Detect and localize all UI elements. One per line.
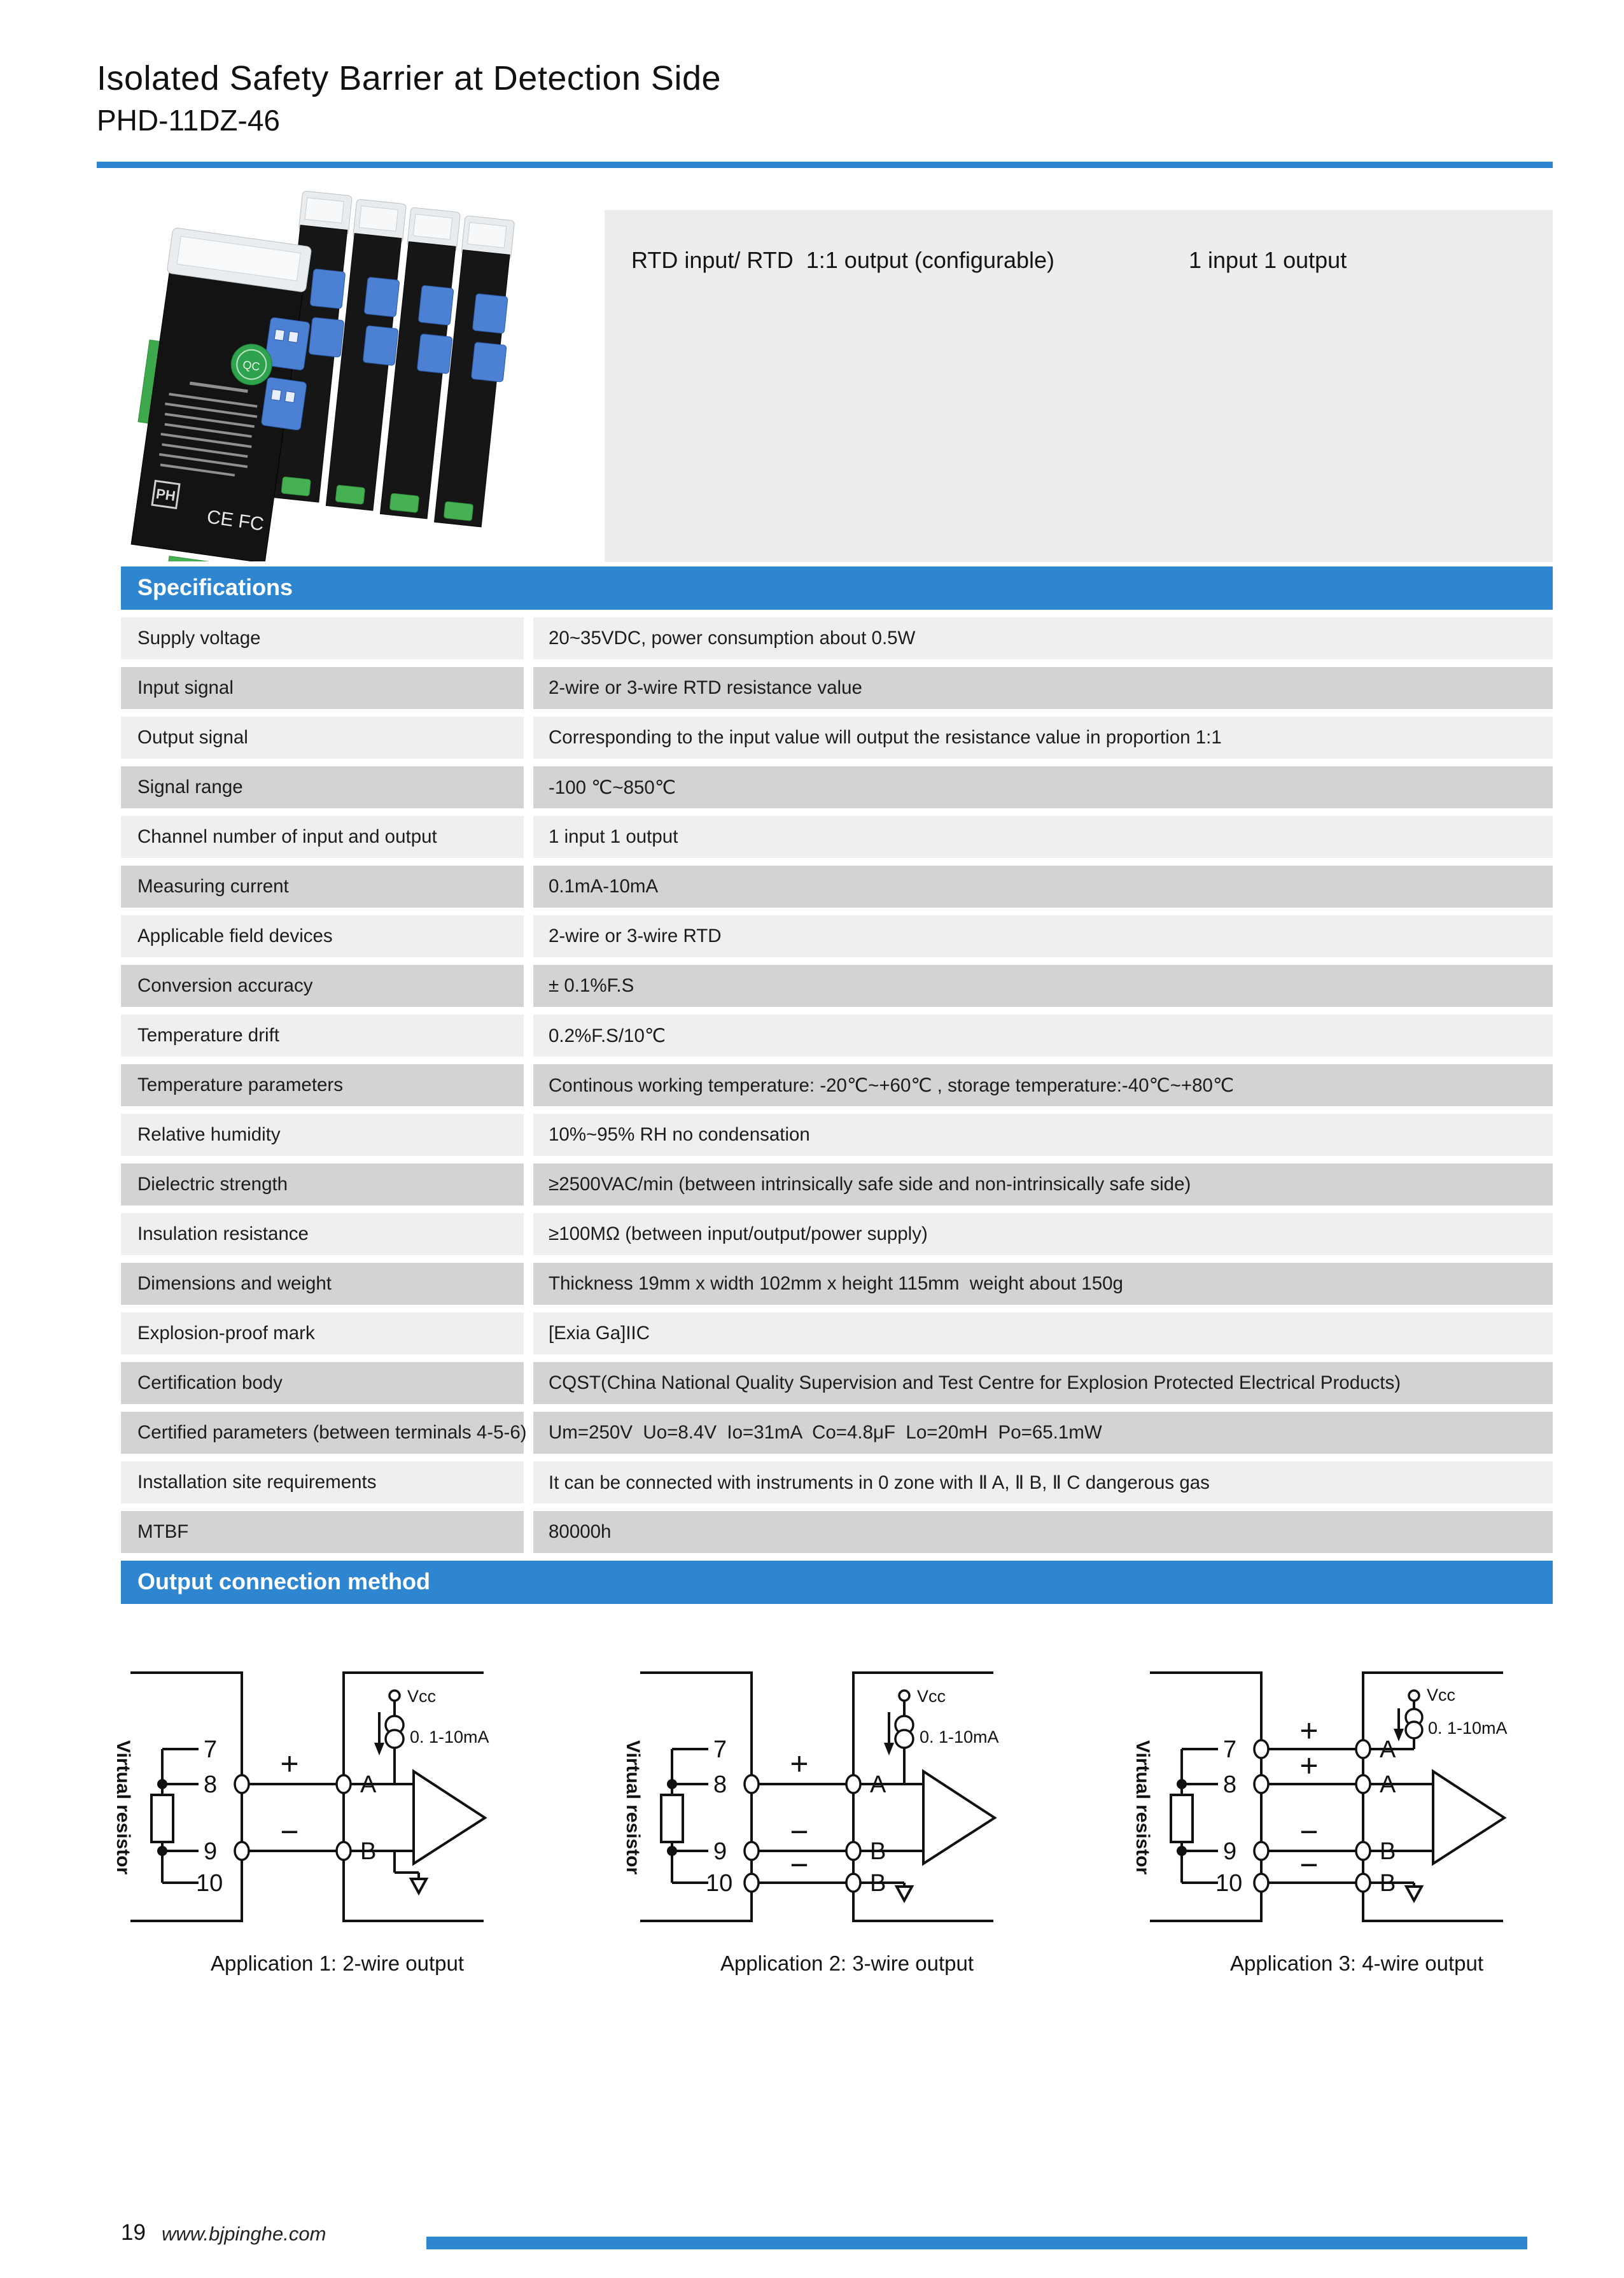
table-row bbox=[121, 717, 1553, 759]
spec-label: Temperature parameters bbox=[121, 1064, 524, 1106]
page-title: Isolated Safety Barrier at Detection Side bbox=[97, 59, 722, 97]
minus-sign: − bbox=[790, 1814, 809, 1850]
amplifier-icon bbox=[1433, 1771, 1504, 1864]
virtual-resistor-branch bbox=[151, 1749, 199, 1883]
table-row bbox=[121, 866, 1553, 908]
application-2-diagram bbox=[605, 1654, 1089, 1976]
terminal-circle bbox=[745, 1775, 759, 1793]
output-terminal-circle bbox=[846, 1842, 860, 1860]
table-row bbox=[121, 1064, 1553, 1106]
amplifier-icon bbox=[923, 1771, 995, 1864]
spec-label: Explosion-proof mark bbox=[121, 1312, 524, 1354]
application-3-diagram bbox=[1115, 1654, 1599, 1976]
table-row bbox=[121, 1312, 1553, 1354]
qc-sticker-text: QC bbox=[242, 358, 261, 374]
terminal-7-label: 7 bbox=[204, 1736, 218, 1763]
spec-value: Thickness 19mm x width 102mm x height 115mm weight about 150g bbox=[533, 1263, 1553, 1305]
circuit-3-wire bbox=[605, 1654, 1089, 1934]
plus-sign: + bbox=[1299, 1713, 1319, 1748]
terminal-9-label: 9 bbox=[204, 1838, 218, 1865]
spec-label: Installation site requirements bbox=[121, 1461, 524, 1503]
spec-label: Input signal bbox=[121, 667, 524, 709]
spec-value: 10%~95% RH no condensation bbox=[533, 1114, 1553, 1156]
minus-sign: − bbox=[790, 1847, 809, 1883]
title-divider bbox=[97, 162, 1553, 168]
specifications-table bbox=[121, 617, 1553, 1561]
table-row bbox=[121, 667, 1553, 709]
table-row bbox=[121, 1213, 1553, 1255]
output-terminal-circle bbox=[1356, 1874, 1370, 1892]
output-a2-label: A bbox=[1380, 1771, 1396, 1798]
virtual-resistor-label: Virtual resistor bbox=[622, 1740, 643, 1875]
spec-label: Temperature drift bbox=[121, 1015, 524, 1057]
output-b-label: B bbox=[870, 1838, 886, 1865]
circuit-4-wire bbox=[1115, 1654, 1599, 1934]
page-number: 19 bbox=[121, 2220, 146, 2245]
spec-value: It can be connected with instruments in 0 zone with Ⅱ A, Ⅱ B, Ⅱ C dangerous gas bbox=[533, 1461, 1553, 1503]
fc-mark: FC bbox=[237, 510, 265, 535]
spec-label: Conversion accuracy bbox=[121, 965, 524, 1007]
ground-icon bbox=[1406, 1883, 1422, 1901]
output-terminal-circle bbox=[846, 1874, 860, 1892]
junction-dot bbox=[667, 1846, 677, 1856]
output-terminal-circle bbox=[1356, 1775, 1370, 1793]
output-connection-section-title: Output connection method bbox=[137, 1568, 430, 1594]
terminal-10-label: 10 bbox=[706, 1870, 733, 1897]
junction-dot bbox=[157, 1846, 167, 1856]
output-a-label: A bbox=[360, 1771, 377, 1798]
spec-value: 1 input 1 output bbox=[533, 816, 1553, 858]
circuit-2-wire bbox=[95, 1654, 579, 1934]
spec-value: Um=250V Uo=8.4V Io=31mA Co=4.8μF Lo=20mH Po=65.1mW bbox=[533, 1412, 1553, 1454]
terminal-7-label: 7 bbox=[1223, 1736, 1237, 1763]
spec-label: Supply voltage bbox=[121, 617, 524, 659]
terminal-circle bbox=[745, 1874, 759, 1892]
vcc-label: Vcc bbox=[407, 1687, 437, 1706]
terminal-9-label: 9 bbox=[713, 1838, 727, 1865]
amplifier-icon bbox=[414, 1771, 485, 1864]
product-photo-illustration bbox=[118, 186, 602, 561]
table-row bbox=[121, 915, 1553, 957]
junction-dot bbox=[157, 1779, 167, 1789]
output-a-label: A bbox=[1380, 1736, 1396, 1763]
current-source-icon bbox=[374, 1691, 403, 1784]
output-terminal-circle bbox=[1356, 1740, 1370, 1758]
junction-dot bbox=[667, 1779, 677, 1789]
terminal-7-label: 7 bbox=[713, 1736, 727, 1763]
junction-dot bbox=[1177, 1846, 1187, 1856]
vcc-label: Vcc bbox=[917, 1687, 946, 1706]
table-row bbox=[121, 1015, 1553, 1057]
plus-sign: + bbox=[280, 1746, 299, 1782]
plus-sign: + bbox=[1299, 1748, 1319, 1783]
spec-value: 20~35VDC, power consumption about 0.5W bbox=[533, 617, 1553, 659]
spec-value: 0.2%F.S/10℃ bbox=[533, 1015, 1553, 1057]
terminal-10-label: 10 bbox=[1215, 1870, 1243, 1897]
table-row bbox=[121, 1412, 1553, 1454]
terminal-8-label: 8 bbox=[204, 1771, 218, 1798]
current-range-label: 0. 1-10mA bbox=[410, 1727, 489, 1747]
spec-value: ≥2500VAC/min (between intrinsically safe side and non-intrinsically safe side) bbox=[533, 1164, 1553, 1206]
output-b2-label: B bbox=[1380, 1870, 1396, 1897]
virtual-resistor-branch bbox=[1171, 1749, 1218, 1883]
terminal-circle bbox=[235, 1775, 249, 1793]
spec-value: -100 ℃~850℃ bbox=[533, 766, 1553, 808]
footer-divider bbox=[426, 2237, 1527, 2249]
minus-sign: − bbox=[1299, 1814, 1319, 1850]
virtual-resistor-label: Virtual resistor bbox=[1132, 1740, 1153, 1875]
spec-label: Measuring current bbox=[121, 866, 524, 908]
connection-diagrams bbox=[95, 1654, 1599, 1976]
terminal-circle bbox=[235, 1842, 249, 1860]
product-description-box bbox=[605, 210, 1553, 562]
product-model: PHD-11DZ-46 bbox=[97, 104, 280, 137]
spec-label: Signal range bbox=[121, 766, 524, 808]
terminal-circle bbox=[1254, 1775, 1268, 1793]
current-range-label: 0. 1-10mA bbox=[1428, 1719, 1508, 1738]
table-row bbox=[121, 1164, 1553, 1206]
terminal-8-label: 8 bbox=[713, 1771, 727, 1798]
spec-value: 0.1mA-10mA bbox=[533, 866, 1553, 908]
ground-icon bbox=[897, 1883, 912, 1901]
output-b-label: B bbox=[1380, 1838, 1396, 1865]
table-row bbox=[121, 617, 1553, 659]
current-range-label: 0. 1-10mA bbox=[920, 1727, 999, 1747]
terminal-circle bbox=[1254, 1842, 1268, 1860]
junction-dot bbox=[1177, 1779, 1187, 1789]
barrier-module-stack bbox=[270, 191, 521, 528]
plus-sign: + bbox=[790, 1746, 809, 1782]
current-source-icon bbox=[1394, 1691, 1422, 1749]
diagram-caption: Application 1: 2-wire output bbox=[210, 1951, 465, 1975]
output-b-label: B bbox=[360, 1838, 377, 1865]
spec-label: Insulation resistance bbox=[121, 1213, 524, 1255]
terminal-9-label: 9 bbox=[1223, 1838, 1237, 1865]
specifications-section-title: Specifications bbox=[137, 574, 293, 600]
spec-value: ± 0.1%F.S bbox=[533, 965, 1553, 1007]
output-connection-section-header bbox=[121, 1561, 1553, 1604]
website-url: www.bjpinghe.com bbox=[162, 2223, 326, 2245]
ce-mark: CE bbox=[206, 506, 235, 531]
output-terminal-circle bbox=[846, 1775, 860, 1793]
diagram-caption: Application 3: 4-wire output bbox=[1229, 1951, 1484, 1975]
resistor-icon bbox=[1171, 1795, 1193, 1842]
spec-label: Certified parameters (between terminals 4-5-6) bbox=[121, 1412, 524, 1454]
terminal-10-label: 10 bbox=[196, 1870, 223, 1897]
barrier-module-front bbox=[118, 227, 326, 561]
minus-sign: − bbox=[280, 1814, 299, 1850]
output-terminal-circle bbox=[337, 1775, 351, 1793]
spec-label: Dimensions and weight bbox=[121, 1263, 524, 1305]
virtual-resistor-label: Virtual resistor bbox=[113, 1740, 134, 1875]
spec-value: ≥100MΩ (between input/output/power supply) bbox=[533, 1213, 1553, 1255]
table-row bbox=[121, 1263, 1553, 1305]
terminal-circle bbox=[1254, 1874, 1268, 1892]
virtual-resistor-branch bbox=[661, 1749, 708, 1883]
spec-value: Continous working temperature: -20℃~+60℃ , storage temperature:-40℃~+80℃ bbox=[533, 1064, 1553, 1106]
product-photo bbox=[118, 186, 606, 563]
spec-label: Certification body bbox=[121, 1362, 524, 1404]
spec-value: Corresponding to the input value will output the resistance value in proportion 1:1 bbox=[533, 717, 1553, 759]
specifications-section-header bbox=[121, 566, 1553, 610]
table-row bbox=[121, 1461, 1553, 1503]
spec-label: Applicable field devices bbox=[121, 915, 524, 957]
terminal-circle bbox=[1254, 1740, 1268, 1758]
spec-value: CQST(China National Quality Supervision and Test Centre for Explosion Protected Electrical Products) bbox=[533, 1362, 1553, 1404]
spec-label: Output signal bbox=[121, 717, 524, 759]
table-row bbox=[121, 766, 1553, 808]
spec-value: 2-wire or 3-wire RTD bbox=[533, 915, 1553, 957]
spec-value: [Exia Ga]IIC bbox=[533, 1312, 1553, 1354]
product-io-description: RTD input/ RTD 1:1 output (configurable) bbox=[631, 247, 1054, 273]
spec-label: Dielectric strength bbox=[121, 1164, 524, 1206]
spec-label: Channel number of input and output bbox=[121, 816, 524, 858]
spec-label: MTBF bbox=[121, 1511, 524, 1553]
table-row bbox=[121, 1511, 1553, 1553]
terminal-circle bbox=[745, 1842, 759, 1860]
table-row bbox=[121, 965, 1553, 1007]
vcc-label: Vcc bbox=[1427, 1685, 1456, 1705]
table-row bbox=[121, 1362, 1553, 1404]
output-b2-label: B bbox=[870, 1870, 886, 1897]
ph-logo-text: PH bbox=[155, 485, 177, 504]
spec-value: 2-wire or 3-wire RTD resistance value bbox=[533, 667, 1553, 709]
output-a-label: A bbox=[870, 1771, 886, 1798]
output-terminal-circle bbox=[337, 1842, 351, 1860]
resistor-icon bbox=[661, 1795, 683, 1842]
resistor-icon bbox=[151, 1795, 173, 1842]
output-terminal-circle bbox=[1356, 1842, 1370, 1860]
table-row bbox=[121, 816, 1553, 858]
minus-sign: − bbox=[1299, 1847, 1319, 1883]
product-channel-description: 1 input 1 output bbox=[1189, 247, 1347, 273]
application-1-diagram bbox=[95, 1654, 579, 1976]
spec-label: Relative humidity bbox=[121, 1114, 524, 1156]
diagram-caption: Application 2: 3-wire output bbox=[720, 1951, 974, 1975]
terminal-8-label: 8 bbox=[1223, 1771, 1237, 1798]
table-row bbox=[121, 1114, 1553, 1156]
spec-value: 80000h bbox=[533, 1511, 1553, 1553]
current-source-icon bbox=[884, 1691, 913, 1784]
